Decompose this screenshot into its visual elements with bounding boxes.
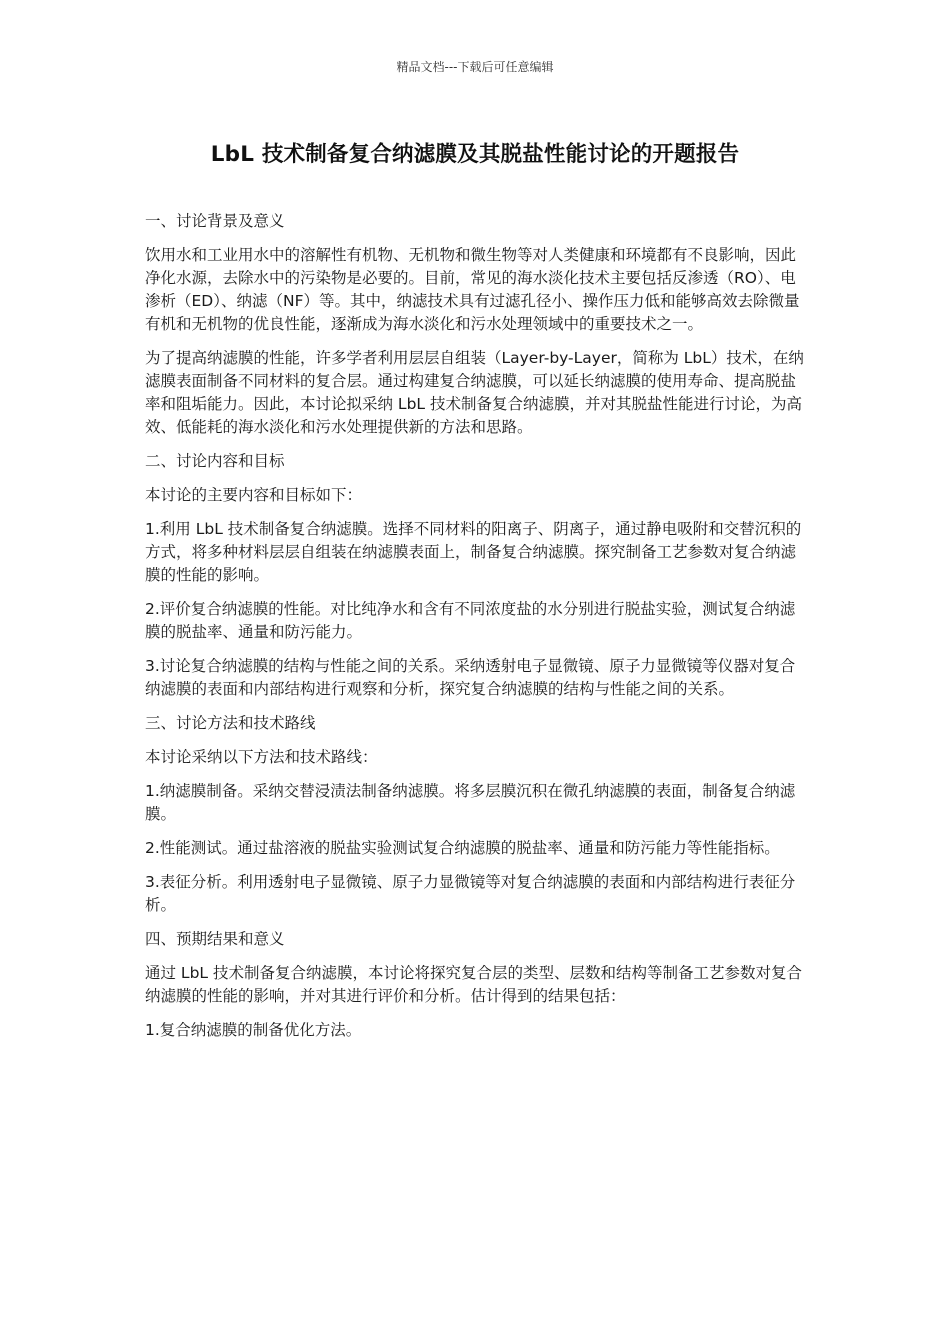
- section-heading-background: 一、讨论背景及意义: [145, 212, 285, 230]
- list-item-content-3: 3.讨论复合纳滤膜的结构与性能之间的关系。采纳透射电子显微镜、原子力显微镜等仪器对复合纳滤膜的表面和内部结构进行观察和分析，探究复合纳滤膜的结构与性能之间的关系。: [145, 657, 796, 698]
- list-item-methods-2: 2.性能测试。通过盐溶液的脱盐实验测试复合纳滤膜的脱盐率、通量和防污能力等性能指标。: [145, 839, 780, 857]
- section-heading-results: 四、预期结果和意义: [145, 930, 285, 948]
- header-note: 精品文档---下载后可任意编辑: [396, 60, 554, 74]
- list-item-methods-1: 1.纳滤膜制备。采纳交替浸渍法制备纳滤膜。将多层膜沉积在微孔纳滤膜的表面，制备复合纳滤膜。: [145, 782, 796, 823]
- list-item-methods-3: 3.表征分析。利用透射电子显微镜、原子力显微镜等对复合纳滤膜的表面和内部结构进行表征分析。: [145, 873, 796, 914]
- document-title: LbL 技术制备复合纳滤膜及其脱盐性能讨论的开题报告: [210, 142, 740, 167]
- section-heading-methods: 三、讨论方法和技术路线: [145, 714, 316, 732]
- paragraph-methods-intro: 本讨论采纳以下方法和技术路线：: [145, 748, 378, 766]
- paragraph-background-2: 为了提高纳滤膜的性能，许多学者利用层层自组装（Layer-by-Layer，简称为 LbL）技术，在纳滤膜表面制备不同材料的复合层。通过构建复合纳滤膜，可以延长纳滤膜的使用寿命、提高脱盐率和阻垢能力。因此，本讨论拟采纳 LbL 技术制备复合纳滤膜，并对其脱盐性能进行讨论，为高效、低能耗的海水淡化和污水处理提供新的方法和思路。: [145, 349, 804, 436]
- list-item-results-1: 1.复合纳滤膜的制备优化方法。: [145, 1021, 362, 1039]
- document-body: [145, 210, 810, 1053]
- list-item-content-1: 1.利用 LbL 技术制备复合纳滤膜。选择不同材料的阳离子、阴离子，通过静电吸附和交替沉积的方式，将多种材料层层自组装在纳滤膜表面上，制备复合纳滤膜。探究制备工艺参数对复合纳滤膜的性能的影响。: [145, 520, 802, 584]
- paragraph-background-1: 饮用水和工业用水中的溶解性有机物、无机物和微生物等对人类健康和环境都有不良影响，因此净化水源，去除水中的污染物是必要的。目前，常见的海水淡化技术主要包括反渗透（RO）、电渗析（ED）、纳滤（NF）等。其中，纳滤技术具有过滤孔径小、操作压力低和能够高效去除微量有机和无机物的优良性能，逐渐成为海水淡化和污水处理领域中的重要技术之一。: [145, 246, 800, 333]
- list-item-content-2: 2.评价复合纳滤膜的性能。对比纯净水和含有不同浓度盐的水分别进行脱盐实验，测试复合纳滤膜的脱盐率、通量和防污能力。: [145, 600, 796, 641]
- paragraph-results-intro: 通过 LbL 技术制备复合纳滤膜，本讨论将探究复合层的类型、层数和结构等制备工艺参数对复合纳滤膜的性能的影响，并对其进行评价和分析。估计得到的结果包括：: [145, 964, 802, 1005]
- paragraph-content-intro: 本讨论的主要内容和目标如下：: [145, 486, 363, 504]
- section-heading-content: 二、讨论内容和目标: [145, 452, 285, 470]
